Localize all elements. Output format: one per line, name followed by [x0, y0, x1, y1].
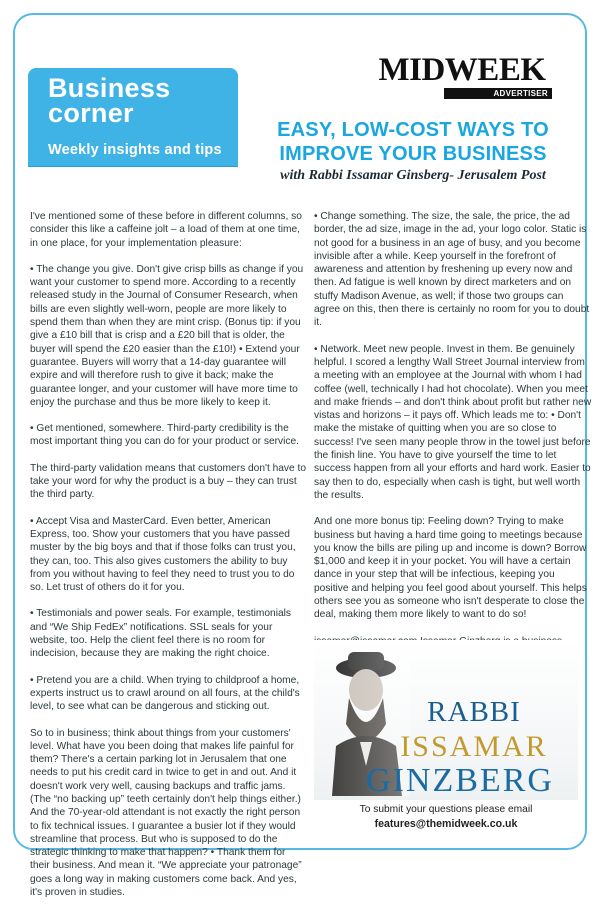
paragraph: • Pretend you are a child. When trying to childproof a home, experts instruct us to crawl around on all fours, at the child's level, to see what can be dangerous and sticking out. [30, 674, 300, 713]
masthead [372, 52, 552, 104]
section-title [48, 73, 171, 128]
paragraph: The third-party validation means that customers don't have to take your word for why the product is a buy – they can trust the third party. [30, 462, 307, 501]
headline-line1: EASY, LOW-COST WAYS TO [277, 119, 549, 141]
paragraph: • Accept Visa and MasterCard. Even better, American Express, too. Show your customers that you have passed muster by the big boys and that if those folks can trust you, they can, too. This also gives customers the ability to buy from you without having to feel they need to trust you to do so. Let trust of others do it for you. [30, 515, 296, 594]
paragraph: • Testimonials and power seals. For example, testimonials and “We Ship FedEx” notifications. SSL seals for your website, too. Help the client feel there is no room for indecision, because they are making the right choice. [30, 608, 292, 660]
submission-prompt: To submit your questions please email [359, 804, 533, 815]
paragraph: So to in business; think about things from your customers' level. What have you been doing that makes life painful for them? There's a certain parking lot in Jerusalem that one needs to put his credit card in twice to get in and out. And it doesn't work very well, causing backups and traffic jams. (The “no backing up” teeth certainly don't help things either.) And the 70-year-old attendant is not exactly the right person to fix technical issues. I guarantee a busier lot if they would streamline that process. But who is supposed to do the strategic thinking to make that happen? • Thank them for their business. And mean it. “We appreciate your patronage” goes a long way in making customers come back. And yes, it's proven in studies. [30, 727, 302, 899]
masthead-bar [444, 88, 552, 99]
paragraph: • Change something. The size, the sale, the price, the ad border, the ad size, image in the ad, your logo color. Static is not good for a business in an age of busy, and you become invisible after a while. Keep yourself in the forefront of awareness and attention by freshening up every now and then. Ad fatigue is well known by direct marketers and on stuffy Madison Avenue, as well; if those two groups can agree on this, then there is certainly no room for you to doubt it. [314, 211, 590, 329]
article-byline: with Rabbi Issamar Ginsberg- Jerusalem Post [280, 168, 546, 183]
paragraph: • The change you give. Don't give crisp bills as change if you want your customer to spend more. According to a recently released study in the Journal of Consumer Research, when bills are even slightly well-worn, people are more likely to spend them than when they are mint crisp. (Bonus tip: if you give a £10 bill that is crisp and a £20 bill that is older, the buyer will spend the £20 easier than the £10!) • Extend your guarantee. Buyers will worry that a 14-day guarantee will expire and will therefore rush to give it back; make the guarantee longer, and your customer will have more time to enjoy the purchase and thus be more likely to keep it. [30, 263, 304, 408]
paragraph: And one more bonus tip: Feeling down? Trying to make business but having a hard time going to meetings because you know the bills are piling up and income is down? Borrow $1,000 and keep it in your pocket. You will have a certain dance in your step that will be infectious, keeping you positive and helping you feel good about yourself. This helps others see you as someone who isn't desperate to close the deal, making them more likely to want to do so! [314, 516, 587, 621]
section-title-line2: corner [48, 98, 134, 128]
section-title-line1: Business [48, 73, 171, 103]
article-column-left [30, 210, 308, 912]
paragraph: • Get mentioned, somewhere. Third-party credibility is the most important thing you can do for your product or service. [30, 423, 299, 448]
article-column-right [314, 210, 592, 688]
masthead-tagline: ADVERTISER [493, 89, 548, 98]
article-headline [254, 118, 572, 166]
submission-note [314, 803, 578, 831]
author-name-line3: GINZBERG [366, 762, 554, 799]
masthead-logo: MIDWEEK [378, 52, 546, 88]
headline-line2: IMPROVE YOUR BUSINESS [279, 143, 547, 165]
paragraph: • Network. Meet new people. Invest in them. Be genuinely helpful. I scored a lengthy Wall Street Journal interview from a meeting with an employee at the Journal with whom I had coffee (well, technically I had hot chocolate). When you meet and make friends – and don't think about profit but rather new vistas and horizons – it pays off. Which leads me to: • Don't make the mistake of quitting when you are so close to success! I've seen many people throw in the towel just before the finish line. You have to give yourself the time to let success happen from all your efforts and hard work. Easier to say then to do, especially when cash is tight, but well worth the results. [314, 343, 592, 501]
section-subtitle: Weekly insights and tips [48, 142, 222, 158]
author-name-line1: RABBI [427, 696, 521, 728]
author-banner [314, 640, 578, 800]
submission-email-link[interactable]: features@themidweek.co.uk [374, 818, 518, 830]
author-name-line2: ISSAMAR [400, 730, 548, 763]
section-tab [28, 68, 238, 166]
paragraph: I've mentioned some of these before in different columns, so consider this like a caffeine jolt – a load of them at one time, in one place, for your implementation pleasure: [30, 211, 302, 249]
